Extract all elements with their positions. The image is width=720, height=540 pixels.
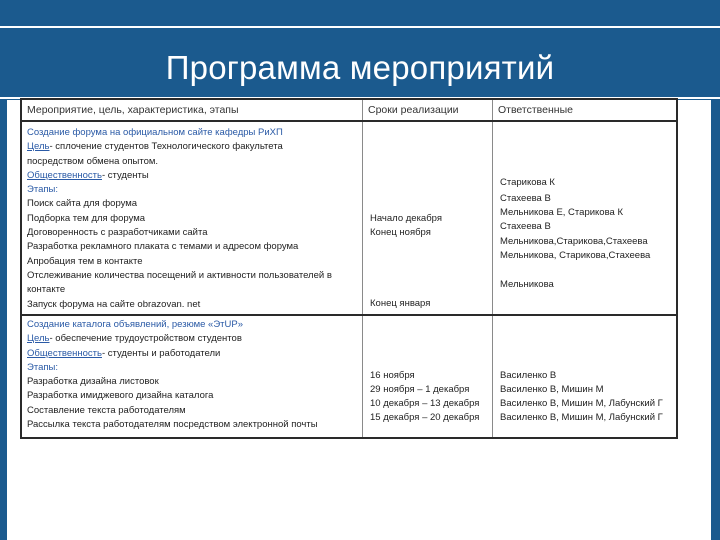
section2-step: Разработка имиджевого дизайна каталога: [27, 390, 214, 402]
section2-audience-label: Общественность: [27, 347, 102, 359]
header-divider: [22, 120, 676, 122]
right-border-strip: [711, 100, 720, 540]
section1-step: Подборка тем для форума: [27, 212, 146, 224]
section-divider: [22, 314, 676, 316]
column-divider-1: [362, 100, 363, 437]
section2-responsible: Василенко В: [500, 370, 557, 381]
section1-responsible: Мельникова: [500, 279, 554, 290]
page-title: Программа мероприятий: [165, 49, 555, 86]
section2-stages-label: Этапы:: [27, 361, 58, 373]
section1-step: Договоренность с разработчиками сайта: [27, 227, 208, 239]
section2-step: Составление текста работодателям: [27, 404, 186, 416]
section1-date: Начало декабря: [370, 213, 442, 224]
section1-date: Конец января: [370, 298, 431, 309]
section2-audience-text: - студенты и работодатели: [101, 347, 221, 359]
section1-responsible: Мельникова, Старикова,Стахеева: [500, 250, 651, 261]
section2-goal: [27, 332, 359, 346]
section2-date: 10 декабря – 13 декабря: [370, 398, 480, 409]
section2-date: 16 ноября: [370, 370, 415, 381]
section1-step: Поиск сайта для форума: [27, 198, 138, 210]
section1-heading: Создание форума на официальном сайте кафедры РиХП: [27, 127, 283, 138]
section2-audience: [27, 347, 359, 361]
header-dates: Сроки реализации: [368, 104, 459, 116]
section1-step: Запуск форума на сайте obrazovan. net: [27, 298, 201, 310]
column-divider-2: [492, 100, 493, 437]
section1-date: Конец ноября: [370, 227, 431, 238]
section2-responsible: Василенко В, Мишин М, Лабунский Г: [500, 398, 663, 409]
section1-step: Апробация тем в контакте: [27, 255, 143, 267]
header-events: Мероприятие, цель, характеристика, этапы: [27, 104, 239, 116]
section1-stages-label: Этапы:: [27, 184, 58, 196]
section1-audience: [27, 169, 359, 183]
section2-goal-text: - обеспечение трудоустройством студентов: [49, 333, 242, 345]
section1-events: [27, 126, 359, 312]
section2-responsible: Василенко В, Мишин М, Лабунский Г: [500, 412, 663, 423]
section1-responsible: Стахеева В: [500, 193, 551, 204]
section1-responsible: Стахеева В: [500, 221, 551, 232]
header-responsible: Ответственные: [498, 104, 573, 116]
section2-responsible: Василенко В, Мишин М: [500, 384, 604, 395]
section2-heading: Создание каталога объявлений, резюме «ЭтUP»: [27, 319, 243, 330]
section2-events: [27, 318, 359, 432]
section2-step: Рассылка текста работодателям посредством электронной почты: [27, 419, 318, 431]
section1-step: Отслеживание количества посещений и активности пользователей в контакте: [27, 269, 332, 296]
section1-goal: [27, 140, 327, 169]
section2-step: Разработка дизайна листовок: [27, 376, 159, 388]
section1-responsible: Старикова К: [500, 177, 555, 188]
program-table: [20, 98, 678, 439]
section2-date: 15 декабря – 20 декабря: [370, 412, 480, 423]
section1-goal-label: Цель: [27, 141, 50, 153]
section1-responsible: Мельникова,Старикова,Стахеева: [500, 236, 648, 247]
section1-step: Разработка рекламного плаката с темами и адресом форума: [27, 241, 299, 253]
section1-audience-label: Общественность: [27, 169, 102, 181]
section2-goal-label: Цель: [27, 333, 50, 345]
left-border-strip: [0, 100, 7, 540]
section1-goal-text: - сплочение студентов Технологического факультета посредством обмена опытом.: [27, 141, 283, 167]
header-rule-top: [0, 26, 720, 28]
section1-responsible: Мельникова Е, Старикова К: [500, 207, 623, 218]
section2-date: 29 ноября – 1 декабря: [370, 384, 470, 395]
section1-audience-text: - студенты: [101, 169, 149, 181]
